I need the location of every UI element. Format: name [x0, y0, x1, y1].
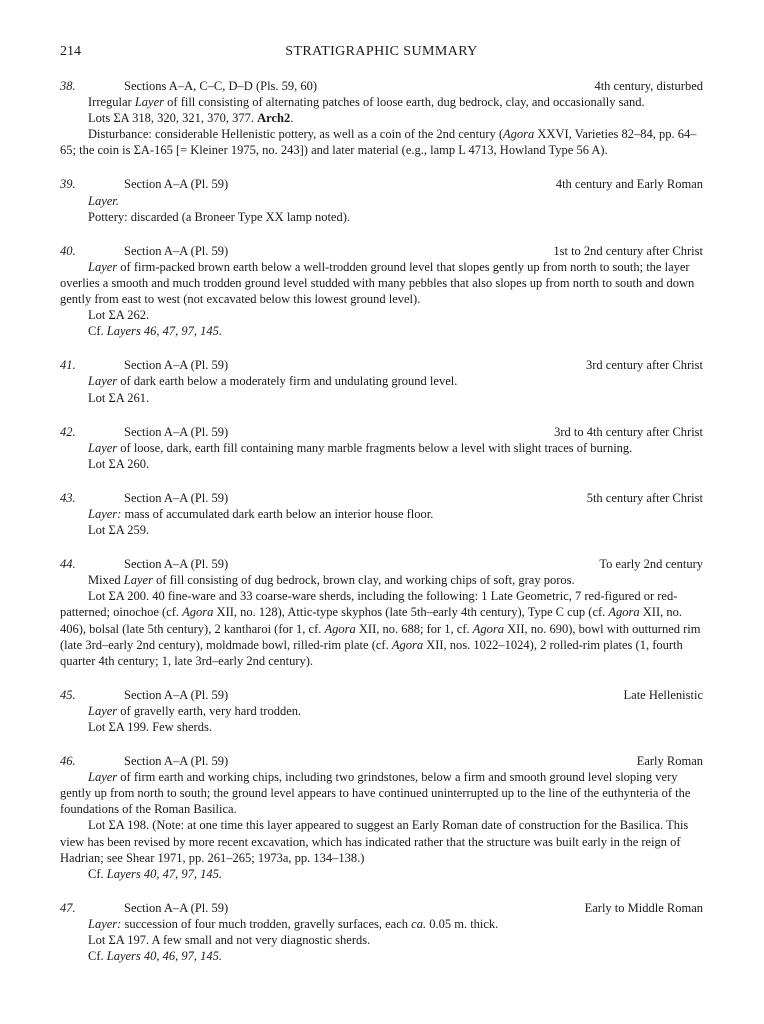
layer-description: Layer of firm-packed brown earth below a well-trodden ground level that slopes gently up from north to south; the layer overlies a smooth and much trodden ground level studded with many pebbles that also slopes up from north to south and down gently from east to west (not excavated below this lowest ground level).: [60, 259, 695, 307]
entry-number: 44.: [60, 557, 76, 572]
entry-section: Sections A–A, C–C, D–D (Pls. 59, 60): [124, 79, 318, 93]
layer-description: Layer of dark earth below a moderately firm and undulating ground level.: [88, 374, 458, 389]
entry-date: 4th century, disturbed: [594, 79, 703, 93]
page-number: 214: [60, 44, 81, 59]
entry-date: Early Roman: [636, 754, 703, 769]
entry-45: [60, 687, 703, 735]
entry-number: 42.: [60, 424, 76, 439]
lot-line: Lot ΣA 198. (Note: at one time this layer appeared to suggest an Early Roman date of construction for the Basilica. This view has been revised by more recent excavation, which has indicated rather that the structure was built early in the reign of Hadrian; see Shear 1971, pp. 261–265; 1973a, pp. 134–138.): [60, 818, 689, 865]
entry-number: 41.: [60, 358, 76, 373]
layer-description: Mixed Layer of fill consisting of dug bedrock, brown clay, and working chips of soft, gray poros.: [88, 573, 575, 588]
pottery-note: Pottery: discarded (a Broneer Type XX lamp noted).: [88, 209, 351, 224]
entry-40: [60, 243, 703, 340]
cross-reference: Cf. Layers 46, 47, 97, 145.: [88, 324, 223, 339]
layer-description: Layer of firm earth and working chips, including two grindstones, below a firm and smooth ground level sloping very gently up from north to south; the ground level appears to have continued uninterrupted up to the line of the euthynteria of the foundations of the Roman Basilica.: [60, 770, 691, 817]
entry-47: [60, 900, 703, 964]
layer-description: Layer: mass of accumulated dark earth below an interior house floor.: [88, 506, 434, 521]
lot-line: Lot ΣA 261.: [88, 390, 150, 405]
layer-description: Layer: succession of four much trodden, gravelly surfaces, each ca. 0.05 m. thick.: [88, 916, 499, 931]
lot-line: Lot ΣA 260.: [88, 456, 150, 471]
lot-line: Lots ΣA 318, 320, 321, 370, 377. Arch2.: [88, 111, 294, 126]
entry-date: To early 2nd century: [599, 557, 703, 572]
entry-39: [60, 176, 703, 224]
layer-description: Layer.: [88, 193, 119, 208]
entry-date: Early to Middle Roman: [584, 900, 703, 915]
entry-number: 46.: [60, 754, 76, 769]
entry-section: Section A–A (Pl. 59): [124, 424, 229, 439]
entry-date: 3rd century after Christ: [586, 358, 703, 373]
entry-number: 38.: [60, 79, 76, 93]
entry-number: 40.: [60, 243, 76, 258]
entry-number: 47.: [60, 900, 76, 915]
entry-38: [60, 78, 703, 158]
entry-date: Late Hellenistic: [623, 687, 703, 702]
entry-date: 1st to 2nd century after Christ: [553, 243, 703, 258]
cross-reference: Cf. Layers 40, 46, 97, 145.: [88, 949, 223, 964]
entry-date: 5th century after Christ: [586, 490, 703, 505]
entry-number: 45.: [60, 687, 76, 702]
lot-line: Lot ΣA 259.: [88, 523, 150, 538]
document-page: [60, 44, 703, 964]
entry-date: 3rd to 4th century after Christ: [554, 424, 703, 439]
lot-line: Lot ΣA 200. 40 fine-ware and 33 coarse-ware sherds, including the following: 1 Late Geometric, 7 red-figured or red-patterned; oinochoe (cf. Agora XII, no. 128), Attic-type skyphos (late 5th–early 4th century), Type C cup (cf. Agora XII, no. 406), bolsal (late 5th century), 2 kantharoi (for 1, cf. Agora XII, no. 688; for 1, cf. Agora XII, no. 690), bowl with outturned rim (late 3rd–early 2nd century), moldmade bowl, rilled-rim plate (cf. Agora XII, nos. 1022–1024), 2 rolled-rim plates (1, fourth quarter 4th century; 1, late 3rd–early 2nd century).: [60, 589, 701, 668]
entry-section: Section A–A (Pl. 59): [124, 754, 229, 769]
entry-section: Section A–A (Pl. 59): [124, 900, 229, 915]
entry-section: Section A–A (Pl. 59): [124, 358, 229, 373]
entry-section: Section A–A (Pl. 59): [124, 687, 229, 702]
entry-section: Section A–A (Pl. 59): [124, 177, 229, 192]
layer-description: Irregular Layer of fill consisting of alternating patches of loose earth, dug bedrock, clay, and occasionally sand.: [88, 95, 645, 110]
lot-line: Lot ΣA 197. A few small and not very diagnostic sherds.: [88, 933, 371, 948]
entry-section: Section A–A (Pl. 59): [124, 557, 229, 572]
lot-line: Lot ΣA 199. Few sherds.: [88, 720, 212, 734]
entry-number: 43.: [60, 490, 76, 505]
entry-date: 4th century and Early Roman: [555, 177, 703, 192]
entry-42: [60, 424, 703, 472]
entry-section: Section A–A (Pl. 59): [124, 490, 229, 505]
entry-46: [60, 753, 703, 882]
cross-reference: Cf. Layers 40, 47, 97, 145.: [88, 866, 223, 881]
disturbance-note: Disturbance: considerable Hellenistic pottery, as well as a coin of the 2nd century (Agora XXVI, Varieties 82–84, pp. 64–65; the coin is ΣA-165 [= Kleiner 1975, no. 243]) and later material (e.g., lamp L 4713, Howland Type 56 A).: [60, 127, 697, 158]
running-head: STRATIGRAPHIC SUMMARY: [285, 44, 478, 59]
lot-line: Lot ΣA 262.: [88, 308, 150, 323]
layer-description: Layer of loose, dark, earth fill containing many marble fragments below a level with slight traces of burning.: [88, 440, 633, 455]
entry-number: 39.: [60, 177, 76, 192]
entry-41: [60, 357, 703, 405]
entry-44: [60, 556, 703, 669]
entry-section: Section A–A (Pl. 59): [124, 243, 229, 258]
page-header: [60, 44, 703, 68]
layer-description: Layer of gravelly earth, very hard trodden.: [88, 703, 302, 718]
entry-43: [60, 490, 703, 538]
